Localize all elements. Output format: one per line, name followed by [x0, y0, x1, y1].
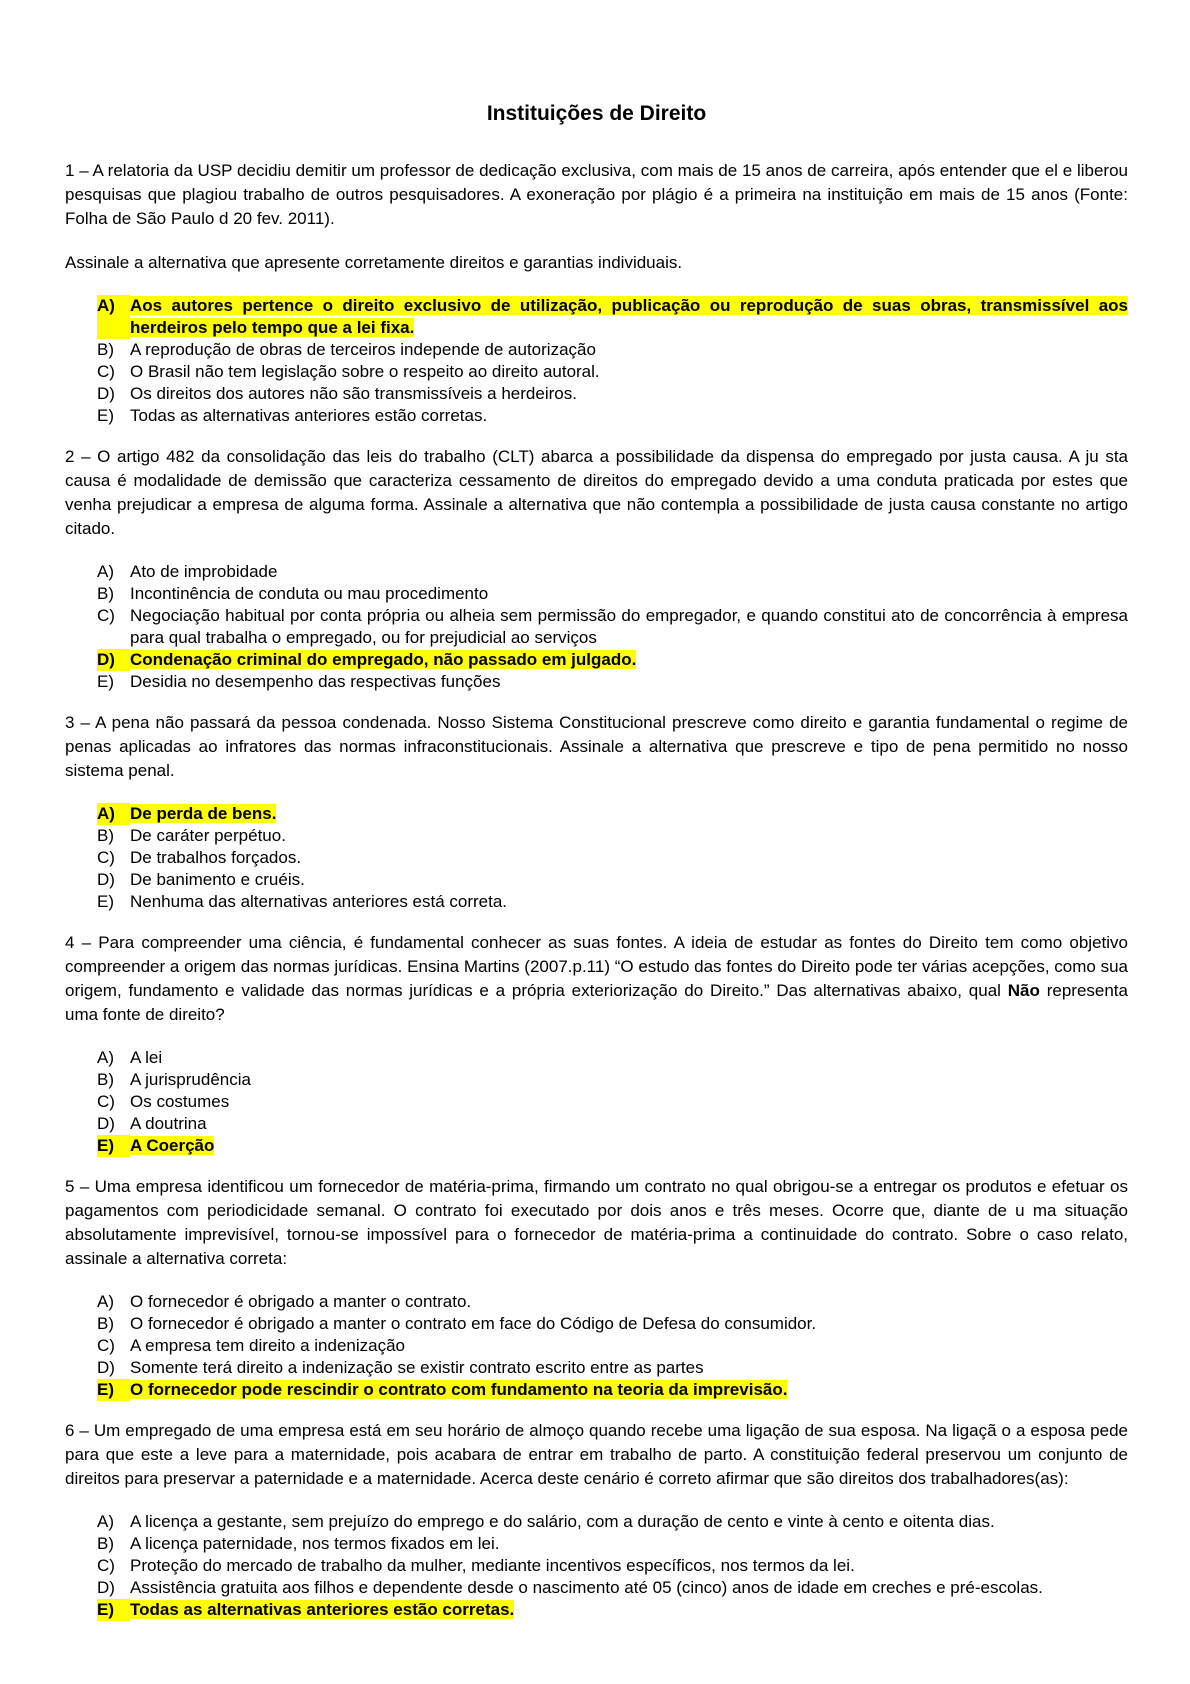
option-text: Somente terá direito a indenização se existir contrato escrito entre as partes: [130, 1358, 704, 1377]
question-4-options: [65, 1047, 1128, 1157]
option-text: O fornecedor é obrigado a manter o contrato em face do Código de Defesa do consumidor.: [130, 1314, 817, 1333]
option-text: Ato de improbidade: [130, 562, 278, 581]
question-3-option-c: [97, 847, 1128, 869]
question-2-option-c: [97, 605, 1128, 649]
question-1-text: 1 – A relatoria da USP decidiu demitir um professor de dedicação exclusiva, com mais de 15 anos de carreira, após entender que el e liberou pesquisas que plagiou trabalho de outros pesquisadores. A exoneração por plágio é a primeira na instituição em mais de 15 anos (Fonte: Folha de São Paulo d 20 fev. 2011).: [65, 161, 1128, 228]
option-text: A licença a gestante, sem prejuízo do emprego e do salário, com a duração de cento e vinte à cento e oitenta dias.: [130, 1512, 995, 1531]
option-letter: E): [97, 1599, 130, 1621]
question-2-text: 2 – O artigo 482 da consolidação das leis do trabalho (CLT) abarca a possibilidade da dispensa do empregado por justa causa. A ju sta causa é modalidade de demissão que caracteriza cessamento de direitos do empregado devido a uma conduta praticada por estes que venha prejudicar a empresa de alguma forma. Assinale a alternativa que não contempla a possibilidade de justa causa constante no artigo citado.: [65, 447, 1128, 538]
option-letter: D): [97, 1114, 115, 1133]
option-text: A jurisprudência: [130, 1070, 251, 1089]
option-text: De caráter perpétuo.: [130, 826, 286, 845]
question-5-option-b: [97, 1313, 1128, 1335]
question-1-prompt: Assinale a alternativa que apresente corretamente direitos e garantias individuais.: [65, 253, 683, 272]
option-text: De banimento e cruéis.: [130, 870, 305, 889]
question-4-text: 4 – Para compreender uma ciência, é fundamental conhecer as suas fontes. A ideia de estudar as fontes do Direito tem como objetivo compreender a origem das normas jurídicas. Ensina Martins (2007.p.11) “O estudo das fontes do Direito pode ter várias acepções, como sua origem, fundamento e validade das normas jurídicas e a própria exteriorização do Direito.” Das alternativas abaixo, qual Não representa uma fonte de direito?: [65, 933, 1128, 1024]
option-text: Todas as alternativas anteriores estão corretas.: [130, 1600, 515, 1619]
question-5-option-c: [97, 1335, 1128, 1357]
question-6: [65, 1419, 1128, 1621]
option-letter: C): [97, 606, 115, 625]
question-3-option-b: [97, 825, 1128, 847]
option-text: O fornecedor pode rescindir o contrato com fundamento na teoria da imprevisão.: [130, 1380, 788, 1399]
option-letter: C): [97, 1336, 115, 1355]
question-4-option-b: [97, 1069, 1128, 1091]
question-4-option-e: [97, 1135, 1128, 1157]
question-3-option-a: [97, 803, 1128, 825]
question-5: [65, 1175, 1128, 1401]
option-text: Assistência gratuita aos filhos e dependente desde o nascimento até 05 (cinco) anos de idade em creches e pré-escolas.: [130, 1578, 1043, 1597]
option-text: A Coerção: [130, 1136, 215, 1155]
question-4: [65, 931, 1128, 1157]
question-4-option-d: [97, 1113, 1128, 1135]
option-text: A reprodução de obras de terceiros independe de autorização: [130, 340, 596, 359]
question-3-option-d: [97, 869, 1128, 891]
question-6-option-d: [97, 1577, 1128, 1599]
option-letter: C): [97, 362, 115, 381]
question-5-text: 5 – Uma empresa identificou um fornecedor de matéria-prima, firmando um contrato no qual obrigou-se a entregar os produtos e efetuar os pagamentos com periodicidade semanal. O contrato foi executado por dois anos e três meses. Ocorre que, diante de u ma situação absolutamente imprevisível, tornou-se impossível para o fornecedor de matéria-prima a continuidade do contrato. Sobre o caso relato, assinale a alternativa correta:: [65, 1177, 1128, 1268]
question-3-options: [65, 803, 1128, 913]
option-text: A empresa tem direito a indenização: [130, 1336, 405, 1355]
option-letter: B): [97, 826, 114, 845]
option-letter: E): [97, 672, 114, 691]
option-letter: D): [97, 870, 115, 889]
question-3-option-e: [97, 891, 1128, 913]
option-letter: B): [97, 1534, 114, 1553]
question-6-option-e: [97, 1599, 1128, 1621]
option-letter: C): [97, 1556, 115, 1575]
option-text: Negociação habitual por conta própria ou alheia sem permissão do empregador, e quando constitui ato de concorrência à empresa para qual trabalha o empregado, ou for prejudicial ao serviços: [130, 606, 1128, 647]
question-4-option-c: [97, 1091, 1128, 1113]
question-1-option-e: [97, 405, 1128, 427]
question-2-option-e: [97, 671, 1128, 693]
option-text: Desidia no desempenho das respectivas funções: [130, 672, 501, 691]
option-text: A doutrina: [130, 1114, 207, 1133]
bold-nao: Não: [1007, 981, 1040, 1000]
option-letter: A): [97, 803, 130, 825]
option-text: Incontinência de conduta ou mau procedimento: [130, 584, 489, 603]
question-6-options: [65, 1511, 1128, 1621]
option-letter: B): [97, 340, 114, 359]
option-text: Os direitos dos autores não são transmissíveis a herdeiros.: [130, 384, 577, 403]
option-text: O fornecedor é obrigado a manter o contrato.: [130, 1292, 472, 1311]
question-5-option-a: [97, 1291, 1128, 1313]
option-text: De trabalhos forçados.: [130, 848, 302, 867]
option-letter: A): [97, 1512, 114, 1531]
question-6-option-b: [97, 1533, 1128, 1555]
question-6-option-c: [97, 1555, 1128, 1577]
option-letter: E): [97, 1379, 130, 1401]
option-letter: E): [97, 1135, 130, 1157]
question-6-option-a: [97, 1511, 1128, 1533]
question-2-option-b: [97, 583, 1128, 605]
question-3-text: 3 – A pena não passará da pessoa condenada. Nosso Sistema Constitucional prescreve como direito e garantia fundamental o regime de penas aplicadas ao infratores das normas infraconstitucionais. Assinale a alternativa que prescreve e tipo de pena permitido no nosso sistema penal.: [65, 713, 1128, 780]
option-text: Os costumes: [130, 1092, 230, 1111]
question-6-text: 6 – Um empregado de uma empresa está em seu horário de almoço quando recebe uma ligação de sua esposa. Na ligaçã o a esposa pede para que este a leve para a maternidade, pois acabara de entrar em trabalho de parto. A constituição federal preservou um conjunto de direitos para preservar a paternidade e a maternidade. Acerca deste cenário é correto afirmar que são direitos dos trabalhadores(as):: [65, 1421, 1128, 1488]
question-1: [65, 159, 1128, 427]
question-1-option-a: [97, 295, 1128, 339]
question-1-option-b: [97, 339, 1128, 361]
option-letter: A): [97, 295, 130, 339]
option-letter: B): [97, 584, 114, 603]
question-2-option-a: [97, 561, 1128, 583]
question-3: [65, 711, 1128, 913]
option-text: Proteção do mercado de trabalho da mulher, mediante incentivos específicos, nos termos da lei.: [130, 1556, 855, 1575]
option-letter: D): [97, 1358, 115, 1377]
option-text: Condenação criminal do empregado, não passado em julgado.: [130, 650, 637, 669]
option-text: A lei: [130, 1048, 163, 1067]
option-letter: E): [97, 406, 114, 425]
option-text: Aos autores pertence o direito exclusivo de utilização, publicação ou reprodução de suas obras, transmissível aos herdeiros pelo tempo que a lei fixa.: [130, 296, 1128, 337]
option-text: De perda de bens.: [130, 804, 277, 823]
option-letter: B): [97, 1314, 114, 1333]
option-letter: C): [97, 1092, 115, 1111]
question-4-option-a: [97, 1047, 1128, 1069]
question-1-option-c: [97, 361, 1128, 383]
option-letter: B): [97, 1070, 114, 1089]
option-letter: D): [97, 649, 130, 671]
question-1-option-d: [97, 383, 1128, 405]
option-letter: A): [97, 1048, 114, 1067]
question-2-options: [65, 561, 1128, 693]
option-letter: E): [97, 892, 114, 911]
question-1-options: [65, 295, 1128, 427]
option-text: O Brasil não tem legislação sobre o respeito ao direito autoral.: [130, 362, 600, 381]
option-text: Todas as alternativas anteriores estão corretas.: [130, 406, 488, 425]
question-2: [65, 445, 1128, 693]
option-letter: A): [97, 562, 114, 581]
option-letter: A): [97, 1292, 114, 1311]
option-text: Nenhuma das alternativas anteriores está correta.: [130, 892, 508, 911]
question-2-option-d: [97, 649, 1128, 671]
question-5-option-e: [97, 1379, 1128, 1401]
option-letter: D): [97, 384, 115, 403]
option-letter: C): [97, 848, 115, 867]
question-5-option-d: [97, 1357, 1128, 1379]
page-title: Instituições de Direito: [486, 102, 707, 125]
option-letter: D): [97, 1578, 115, 1597]
question-5-options: [65, 1291, 1128, 1401]
option-text: A licença paternidade, nos termos fixados em lei.: [130, 1534, 500, 1553]
